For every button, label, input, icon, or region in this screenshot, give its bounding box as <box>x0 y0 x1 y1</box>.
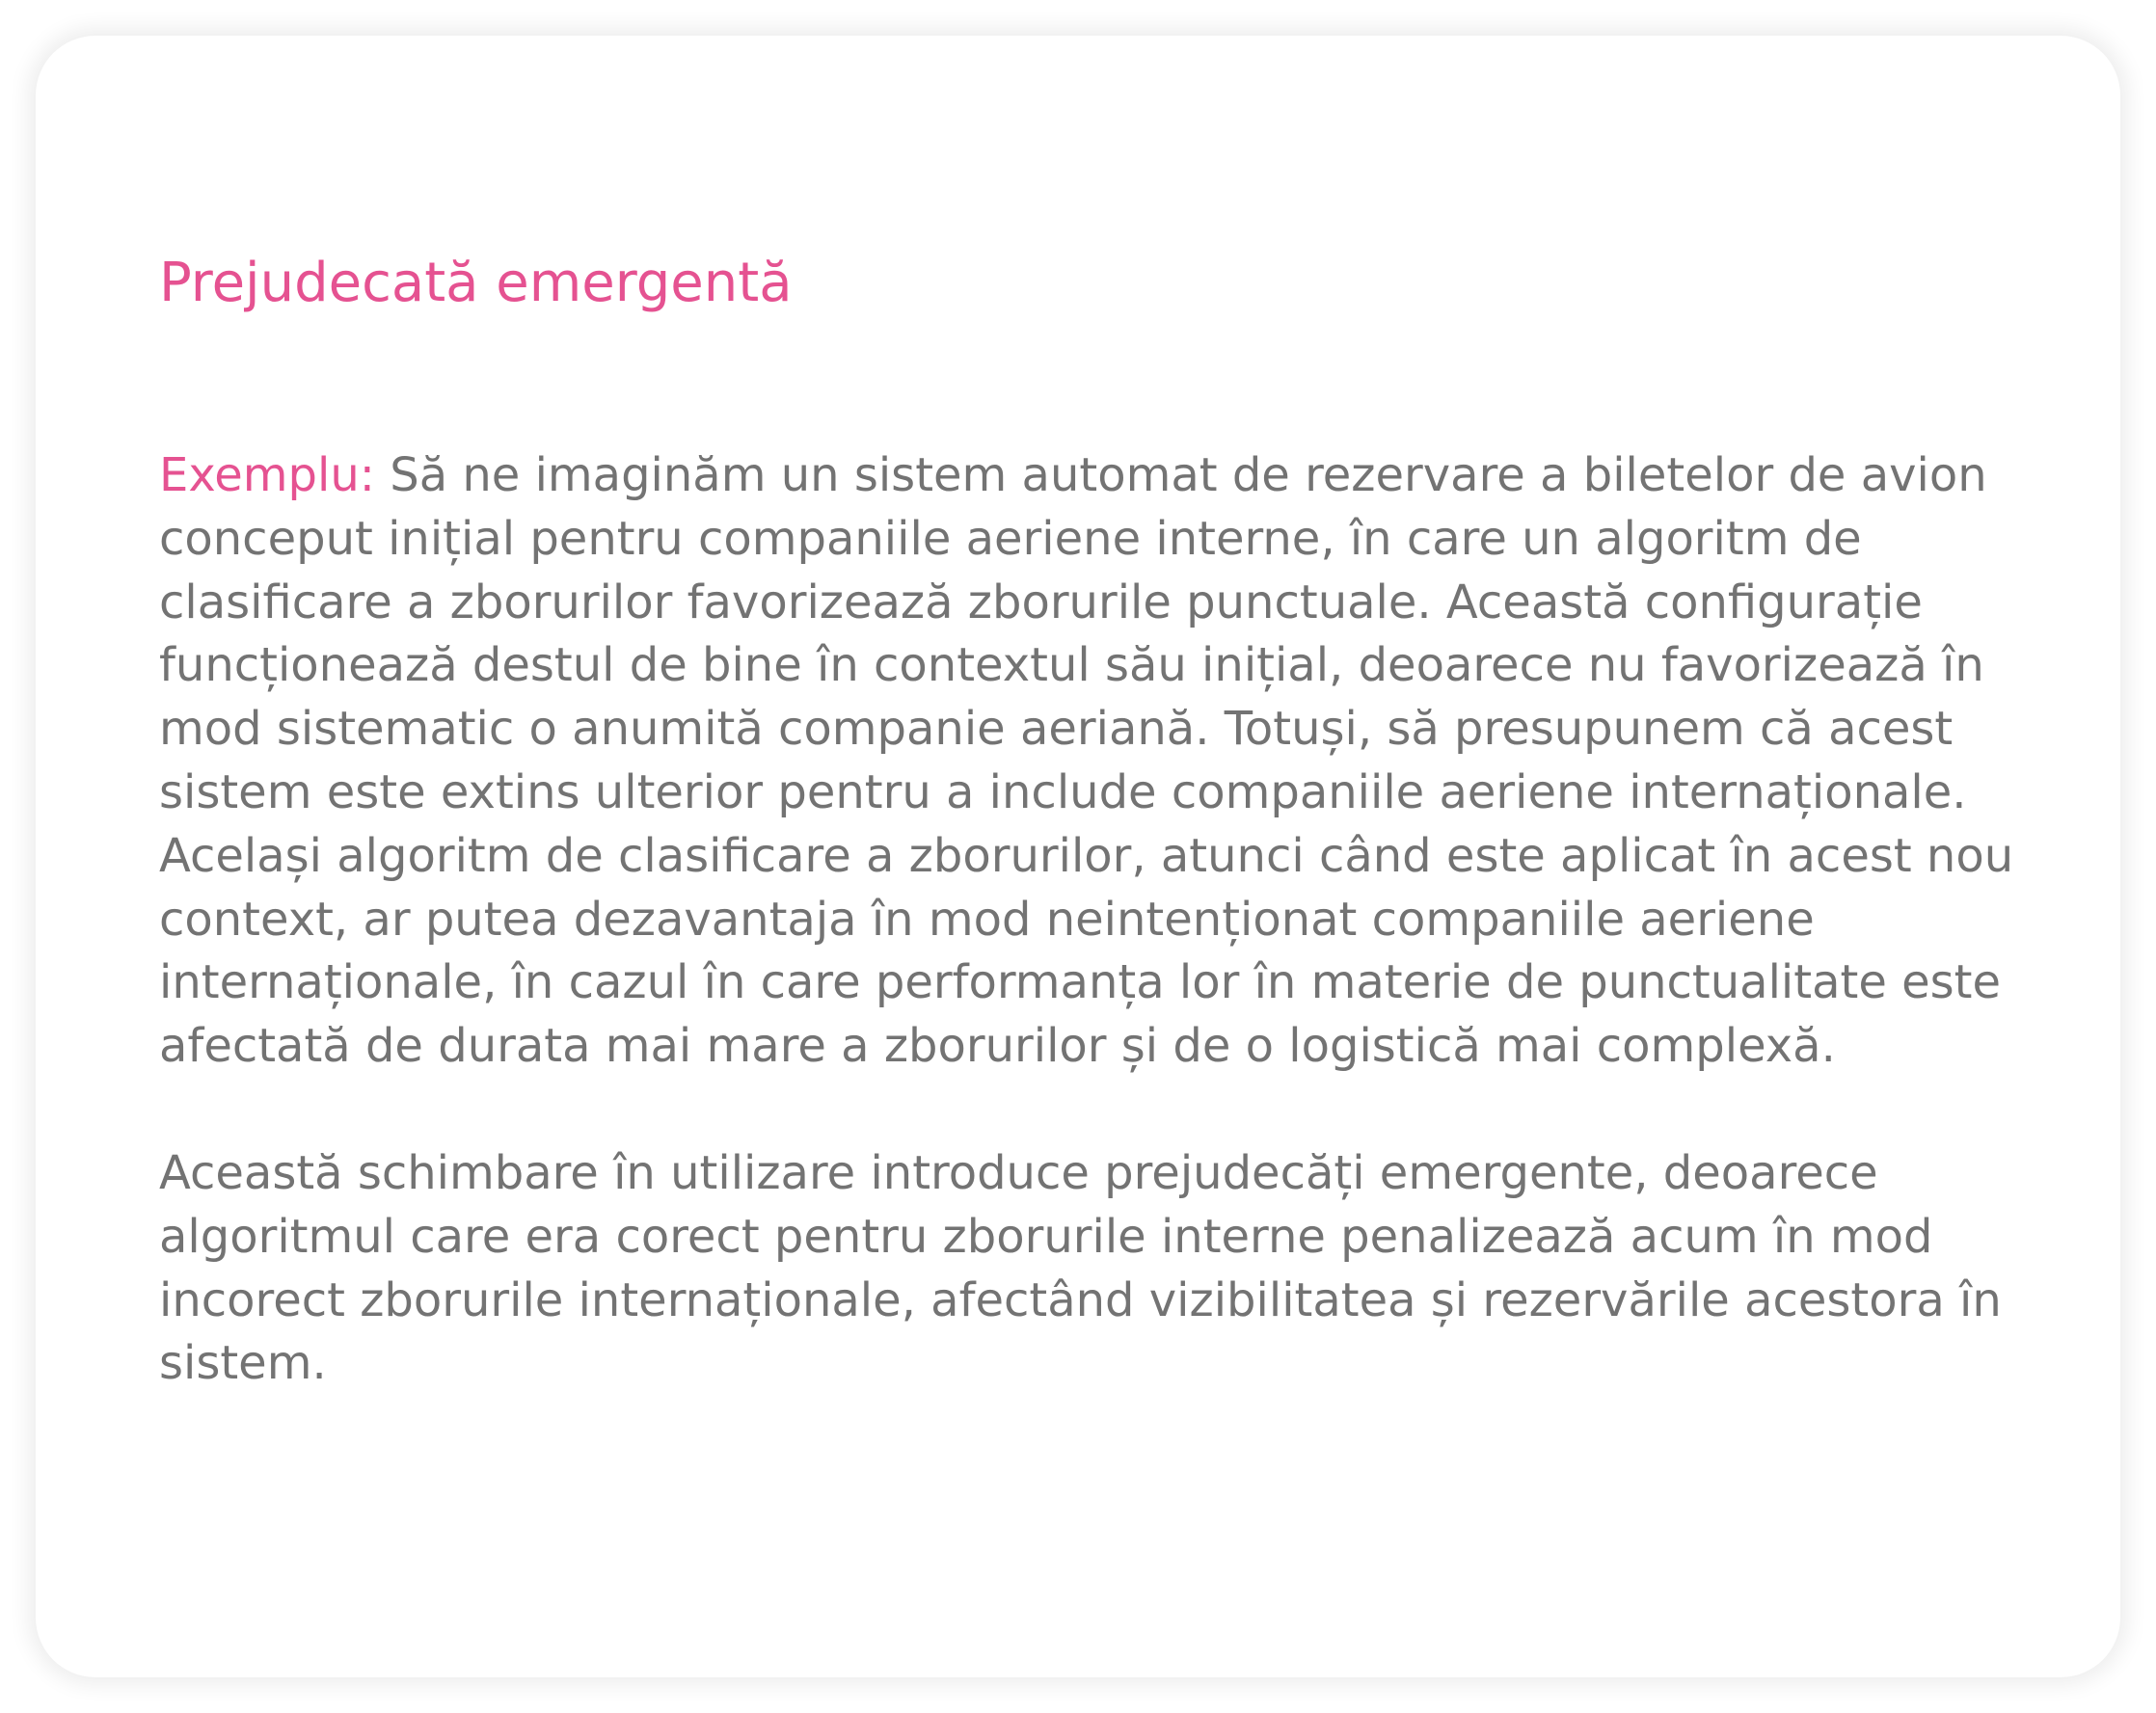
card-title: Prejudecată emergentă <box>159 252 793 314</box>
example-label: Exemplu: <box>159 448 375 502</box>
card-content <box>159 253 2030 1396</box>
info-card <box>36 36 2120 1677</box>
conclusion-paragraph: Această schimbare în utilizare introduce prejudecăți emergente, deoarece algoritmul care era corect pentru zborurile interne penalizează acum în mod incorect zborurile internaționale, afectând vizibilitatea și rezervările acestora în sistem. <box>159 1145 2002 1391</box>
example-paragraph <box>159 444 2030 1079</box>
example-text: Să ne imaginăm un sistem automat de rezervare a biletelor de avion conceput inițial pentru companiile aeriene interne, în care un algoritm de clasificare a zborurilor favorizează zborurile punctuale. Această configurație funcționează destul de bine în contextul său inițial, deoarece nu favorizează în mod sistematic o anumită companie aeriană. Totuși, să presupunem că acest sistem este extins ulterior pentru a include companiile aeriene internaționale. Același algoritm de clasificare a zborurilor, atunci când este aplicat în acest nou context, ar putea dezavantaja în mod neintenționat companiile aeriene internaționale, în cazul în care performanța lor în materie de punctualitate este afectată de durata mai mare a zborurilor și de o logistică mai complexă. <box>159 448 2014 1074</box>
